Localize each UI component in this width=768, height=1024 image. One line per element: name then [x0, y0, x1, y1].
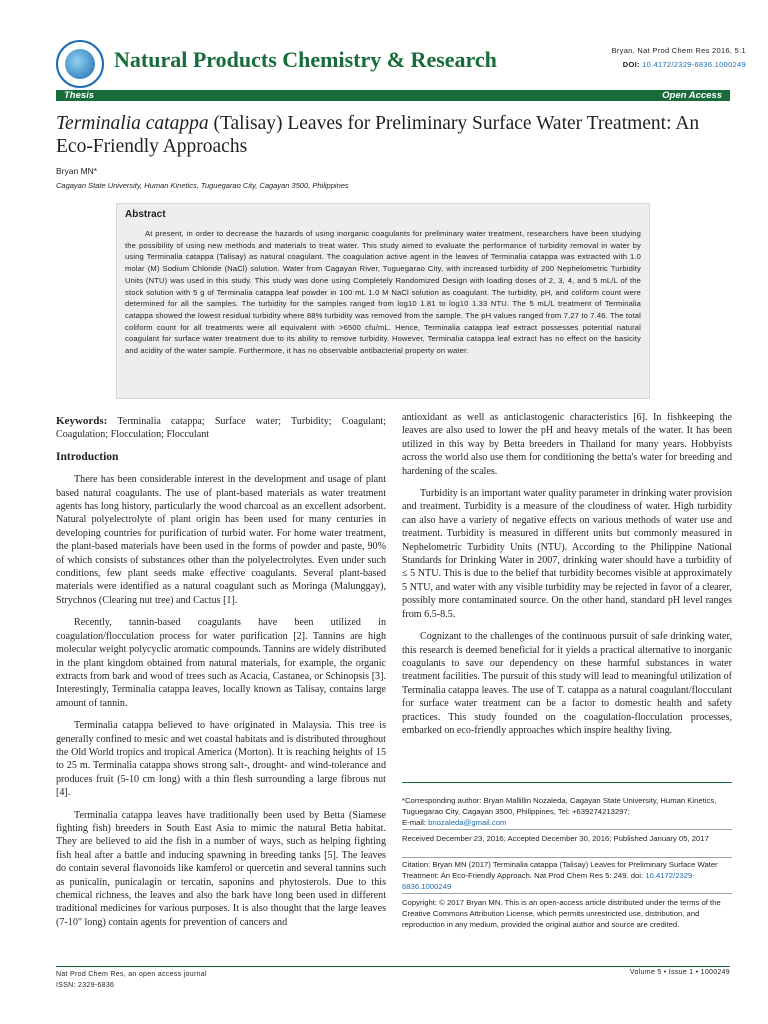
- footer-journal: [56, 969, 207, 991]
- header-citation: [612, 44, 746, 72]
- citation-short: Bryan, Nat Prod Chem Res 2016, 5:1: [611, 46, 746, 55]
- journal-name[interactable]: Natural Products Chemistry & Research: [114, 47, 497, 72]
- email-label: E-mail:: [402, 818, 429, 827]
- footer-volume: Volume 5 • Issue 1 • 1000249: [629, 969, 730, 976]
- intro-paragraph: Terminalia catappa believed to have originated in Malaysia. This tree is generally confined to mesic and wet coastal habitats and is distributed throughout the Old World tropics and tropical America (Morton). It is reaching heights of 15 to 25 m. Terminalia catappa shows strong salt-, drought- and wind-tolerance and produces fruit (5-10 cm long) with a thin flesh surrounding a large fibrous nut [4].: [56, 720, 386, 799]
- footnote-rule: [402, 782, 732, 783]
- footer-journal-name: Nat Prod Chem Res, an open access journal: [56, 971, 207, 978]
- footnote-divider: [402, 829, 732, 830]
- keywords-text: Terminalia catappa; Surface water; Turbidity; Coagulant; Coagulation; Flocculation; Flocculant: [56, 416, 387, 441]
- doi-label: DOI:: [622, 60, 640, 69]
- keywords-label: Keywords:: [56, 415, 108, 427]
- intro-paragraph: antioxidant as well as anticlastogenic characteristics [6]. In fishkeeping the leaves are also used to lower the pH and heavy metals of the water. It has been utilized in this way by Betta breeders in Thailand for many years. Hobbyists across the world also use them for conditioning the betta's water for breeding and hardening of the scales.: [402, 412, 732, 477]
- intro-paragraph: Terminalia catappa leaves have traditionally been used by Betta (Siamese fighting fish) breeders in South East Asia to mimic the natural Betta habitat. They are believed to aid the fish in a number of ways, such as helping fighting fish heal after a battle and inducing spawning in breeding tanks [5]. The leaves do contain several flavonoids like kamferol or quercetin and several tannins such as punicalin, punicalagin or tercatin, saponins and phytosterols. Due to this chemical richness, the leaves and also the bark have long been used in different traditional medicines for various purposes. It is also thought that the large leaves (7-10" long) contain agents for prevention of cancers and: [56, 809, 386, 928]
- journal-logo: [56, 40, 104, 88]
- citation-doi-link[interactable]: 10.4172/2329-6836.1000249: [402, 871, 695, 891]
- introduction-heading: Introduction: [56, 450, 119, 463]
- footer-rule: [56, 966, 730, 967]
- citation-doi-label: doi:: [630, 871, 646, 880]
- header-doi-line: [612, 58, 746, 72]
- doi-link[interactable]: 10.4172/2329-6836.1000249: [642, 60, 746, 69]
- intro-paragraph: Recently, tannin-based coagulants have been utilized in coagulation/flocculation process for water purification [2]. Tannins are high molecular weight polycyclic aromatic compounds. Tannins are widely distributed in the plant kingdom obtained from natural materials, for example, the organic extracts from bark and wood of trees such as Acacia, Castanea, or Schinopsis [3]. Interestingly, Terminalia catappa leaves, locally known as Talisay, contains large amount of tannin.: [56, 617, 386, 709]
- article-type: Thesis: [64, 90, 95, 101]
- title-italic: Terminalia catappa: [56, 113, 209, 134]
- footer-issn: ISSN: 2329-6836: [56, 982, 115, 989]
- keywords: [56, 415, 386, 442]
- abstract-text: At present, in order to decrease the hazards of using inorganic coagulants for preliminary water treatment, researchers have been studying the possibility of using new methods and materials to treat water. This study aimed to evaluate the performance of turbidity removal in water by using Terminalia catappa (Talisay) as natural coagulant. The coagulation active agent in the leaves of Terminalia catappa was extracted with 1.0 molar (M) Sodium Chloride (NaCl) solution. Water from Cagayan River, Tuguegarao City, with increased turbidity of 200 Nephelometric Turbidity Units (NTU) was used in this study. This study was done using Completely Randomized Design with loading doses of 2, 3, 4, and 5 mL/L of the stock solution with 5 g of Terminalia catappa leaf powder in 100 mL 1.0 M NaCl solution as coagulant. The turbidity, pH, and coliform count were determined for all the samples. The turbidity for the samples ranged from log10 1.81 to log10 1.33 NTU. The 5 mL/L treatment of Terminalia catappa showed the lowest residual turbidity where 88% turbidity was removed from the sample. The pH values ranged from 7.27 to 7.46. The total coliform count for all treatments were all equivalent with >6500 cfu/mL. Hence, Terminalia catappa leaf extract possesses potential natural coagulant for surface water treatment due to its ability to remove turbidity. However, Terminalia catappa leaf extract has no effect on the basicity and acidity of the water sample. Furthermore, it has no observable antibacterial property on water.: [125, 229, 641, 356]
- open-access-label: Open Access: [662, 90, 722, 101]
- affiliation: Cagayan State University, Human Kinetics, Tuguegarao City, Cagayan 3500, Philippines: [56, 181, 349, 190]
- citation-text: Citation: Bryan MN (2017) Terminalia catappa (Talisay) Leaves for Preliminary Surface Water Treatment: An Eco-Friendly Approach. Nat Prod Chem Res 5: 249.: [402, 860, 718, 880]
- corresponding-author: [402, 795, 732, 828]
- intro-paragraph: There has been considerable interest in the development and usage of plant based natural coagulants. The use of plant-based materials as water treatment agents has long history, particularly the wood charcoal as an excellent adsorbent. Natural polyelectrolyte of plant origin has been used for many centuries in developing countries for purification of turbid water. For home water treatment, the plant-based materials have been used in the forms of powder and paste, 90% of which consists of substances other than the polyelectrolytes. Even under such conditions, few plant seeds make effective coagulants. Several plant-based materials were identified as a natural coagulant such as Moringa (Malunggay), Strychnos (Clearing nut tree) and Cactus [1].: [56, 474, 386, 606]
- right-column: [402, 411, 732, 746]
- title-rest: (Talisay) Leaves for Preliminary Surface Water Treatment: An Eco-Friendly Approachs: [56, 113, 700, 157]
- corresponding-text: *Corresponding author: Bryan Mallillin Nozaleda, Cagayan State University, Human Kinetics, Tuguegarao City, Cagayan 3500, Philippines, Tel: +639274213297;: [402, 796, 717, 816]
- intro-paragraph: Turbidity is an important water quality parameter in drinking water provision and treatment. Turbidity is a measure of the cloudiness of water. High turbidity can also have a variety of negative effects on various methods of water use and treatment. Turbidity is measured in different units but commonly measured in Nephelometric Turbidity Units (NTU). According to the Philippine National Standards for Drinking Water in 2007, drinking water should have a turbidity of ≤ 5 NTU. This is due to the belief that turbidity becomes visible at approximately 5 NTU, and water with any visible turbidity may be rejected in favor of a clearer, possibly more contaminated source. On the other hand, standard pH level ranges from 6.5-8.5.: [402, 488, 732, 620]
- copyright: Copyright: © 2017 Bryan MN. This is an open-access article distributed under the terms of the Creative Commons Attribution License, which permits unrestricted use, distribution, and reproduction in any medium, provided the original author and source are credited.: [402, 898, 721, 929]
- article-title: [56, 112, 726, 158]
- email-link[interactable]: bnozaleda@gmail.com: [428, 818, 507, 827]
- dates: Received December 23, 2016; Accepted December 30, 2016; Published January 05, 2017: [402, 834, 709, 843]
- author: Bryan MN*: [56, 166, 98, 176]
- globe-icon: [65, 49, 95, 79]
- footnote-divider: [402, 893, 732, 894]
- abstract-box: [116, 203, 650, 399]
- intro-paragraph: Cognizant to the challenges of the continuous pursuit of safe drinking water, this research is deemed beneficial for it yields a practical alternative to inorganic coagulants to save our dependency on these harmful substances in water treatment facilities. The pursuit of this study will lead to meaningful utilization of Terminalia catappa leaves. The use of T. catappa as a natural coagulant/flocculant for surface water treatment can be a factor to domestic health and safety practices. This study founded on the coagulation-flocculation processes, embarked on eco-friendly approaches which inspire healthy living.: [402, 631, 732, 736]
- citation-note: [402, 859, 732, 892]
- left-column: [56, 415, 386, 938]
- article-type-band: [56, 90, 730, 101]
- footnote-divider: [402, 857, 732, 858]
- abstract-heading: Abstract: [125, 209, 166, 220]
